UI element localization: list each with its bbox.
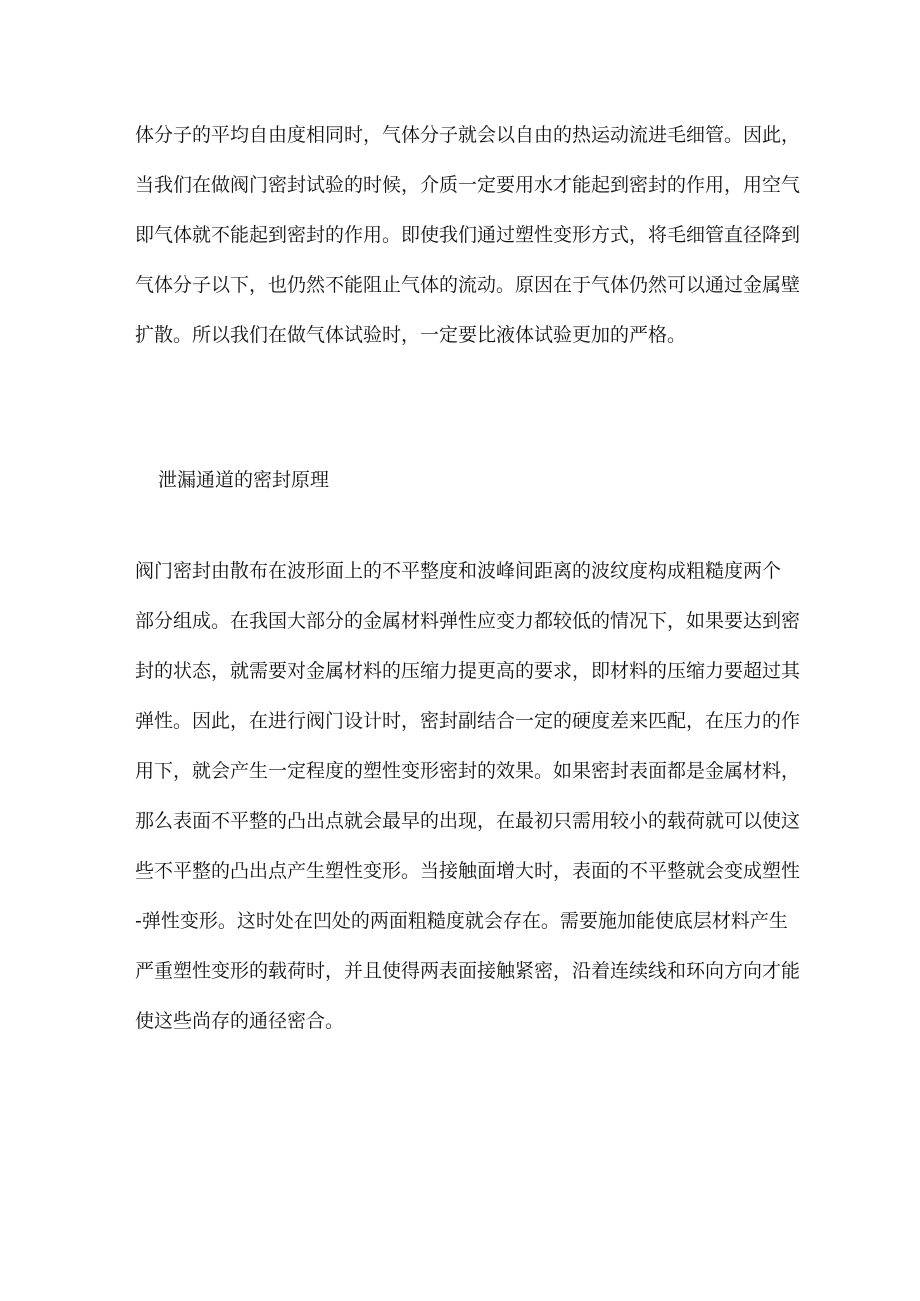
paragraph-line: 阀门密封由散布在波形面上的不平整度和波峰间距离的波纹度构成粗糙度两个: [135, 560, 782, 582]
paragraph-line: -弹性变形。这时处在凹处的两面粗糙度就会存在。需要施加能使底层材料产生: [135, 910, 788, 932]
paragraph-line: 些不平整的凸出点产生塑性变形。当接触面增大时，表面的不平整就会变成塑性: [135, 860, 801, 882]
paragraph-sealing-principle: [135, 546, 801, 1046]
paragraph-line: 部分组成。在我国大部分的金属材料弹性应变力都较低的情况下，如果要达到密: [135, 610, 801, 632]
paragraph-line: 用下，就会产生一定程度的塑性变形密封的效果。如果密封表面都是金属材料，: [135, 760, 801, 782]
paragraph-line: 体分子的平均自由度相同时，气体分子就会以自由的热运动流进毛细管。因此，: [135, 124, 801, 146]
paragraph-line: 弹性。因此，在进行阀门设计时，密封副结合一定的硬度差来匹配，在压力的作: [135, 710, 801, 732]
paragraph-line: 严重塑性变形的载荷时，并且使得两表面接触紧密，沿着连续线和环向方向才能: [135, 960, 801, 982]
paragraph-line: 使这些尚存的通径密合。: [135, 1010, 345, 1032]
paragraph-line: 扩散。所以我们在做气体试验时，一定要比液体试验更加的严格。: [135, 324, 687, 346]
paragraph-line: 封的状态，就需要对金属材料的压缩力提更高的要求，即材料的压缩力要超过其: [135, 660, 801, 682]
paragraph-line: 即气体就不能起到密封的作用。即使我们通过塑性变形方式，将毛细管直径降到: [135, 224, 801, 246]
paragraph-line: 当我们在做阀门密封试验的时候，介质一定要用水才能起到密封的作用，用空气: [135, 174, 801, 196]
section-heading: 泄漏通道的密封原理: [158, 469, 330, 491]
paragraph-gas-diffusion: [135, 110, 801, 360]
paragraph-line: 那么表面不平整的凸出点就会最早的出现，在最初只需用较小的载荷就可以使这: [135, 810, 801, 832]
paragraph-line: 气体分子以下，也仍然不能阻止气体的流动。原因在于气体仍然可以通过金属壁: [135, 274, 801, 296]
